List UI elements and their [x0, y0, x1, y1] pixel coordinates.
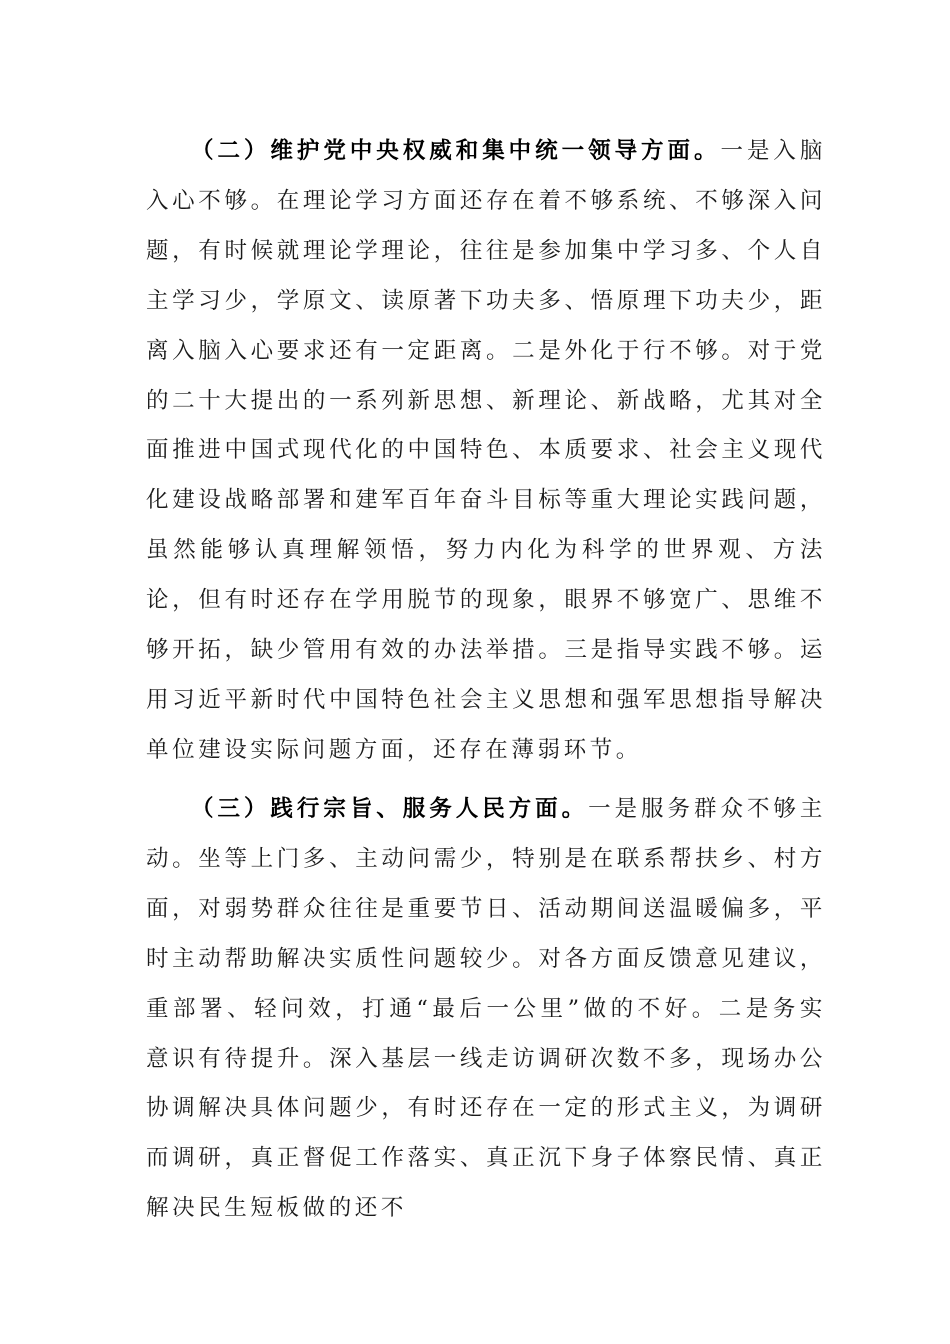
section-body-leadership: 一是入脑入心不够。在理论学习方面还存在着不够系统、不够深入问题，有时候就理论学理论，往往是参加集中学习多、个人自主学习少，学原文、读原著下功夫多、悟原理下功夫少，距离入脑入心要求还有一定距离。二是外化于行不够。对于党的二十大提出的一系列新思想、新理论、新战略，尤其对全面推进中国式现代化的中国特色、本质要求、社会主义现代化建设战略部署和建军百年奋斗目标等重大理论实践问题，虽然能够认真理解领悟，努力内化为科学的世界观、方法论，但有时还存在学用脱节的现象，眼界不够宽广、思维不够开拓，缺少管用有效的办法举措。三是指导实践不够。运用习近平新时代中国特色社会主义思想和强军思想指导解决单位建设实际问题方面，还存在薄弱环节。: [146, 138, 826, 763]
paragraph-leadership: [146, 127, 826, 776]
paragraph-serve-people: [146, 785, 826, 1234]
section-body-serve-people: 一是服务群众不够主动。坐等上门多、主动问需少，特别是在联系帮扶乡、村方面，对弱势群众往往是重要节日、活动期间送温暖偏多，平时主动帮助解决实质性问题较少。对各方面反馈意见建议，重部署、轻问效，打通“最后一公里”做的不好。二是务实意识有待提升。深入基层一线走访调研次数不多，现场办公协调解决具体问题少，有时还存在一定的形式主义，为调研而调研，真正督促工作落实、真正沉下身子体察民情、真正解决民生短板做的还不: [146, 796, 826, 1222]
section-heading-leadership: （二）维护党中央权威和集中统一领导方面。: [191, 138, 721, 164]
section-heading-serve-people: （三）践行宗旨、服务人民方面。: [191, 796, 589, 822]
